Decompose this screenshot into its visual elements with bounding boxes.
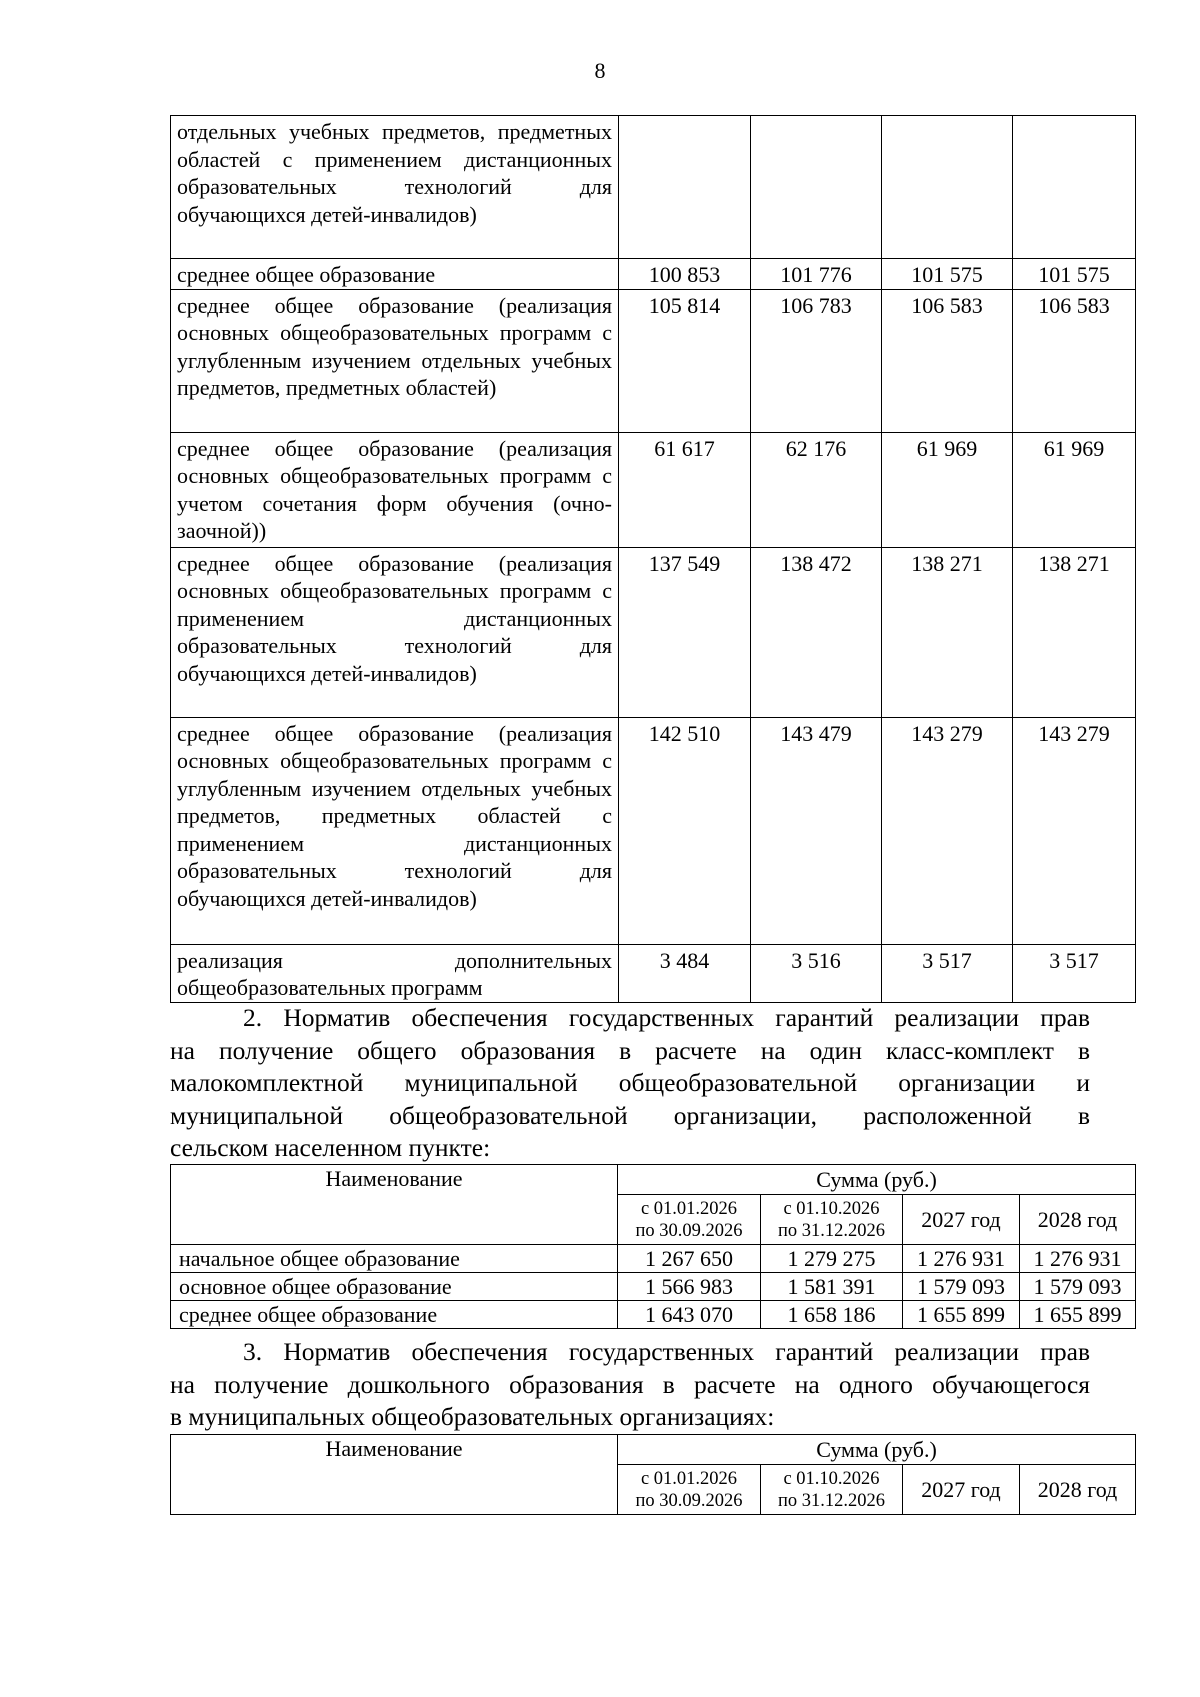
value-cell: 1 655 899: [1020, 1301, 1136, 1329]
table-row: [171, 717, 1136, 944]
period-header: [761, 1195, 903, 1245]
header-sum: Сумма (руб.): [618, 1435, 1136, 1465]
value-cell: 101 776: [751, 259, 882, 290]
value-cell: 137 549: [619, 547, 751, 717]
heading-line: в муниципальных общеобразовательных организациях:: [170, 1402, 775, 1431]
value-cell: 143 479: [751, 717, 882, 944]
value-cell: 61 969: [882, 432, 1013, 547]
period-from: с 01.10.2026: [783, 1198, 880, 1219]
value-cell: 138 271: [1013, 547, 1136, 717]
table-row: [171, 432, 1136, 547]
heading-line: на получение дошкольного образования в расчете на одного обучающегося: [170, 1369, 1090, 1399]
value-cell: 61 969: [1013, 432, 1136, 547]
row-name: среднее общее образование: [171, 259, 619, 290]
value-cell: 1 279 275: [761, 1245, 903, 1273]
table-row: [171, 289, 1136, 432]
table-row: [171, 116, 1136, 259]
table-row: [171, 944, 1136, 1002]
value-cell: 62 176: [751, 432, 882, 547]
year-header: 2028 год: [1020, 1465, 1136, 1515]
period-to: по 30.09.2026: [635, 1490, 743, 1511]
table-row: [171, 1245, 1136, 1273]
class-set-norms-table: [170, 1164, 1136, 1329]
period-from: с 01.01.2026: [640, 1468, 738, 1489]
value-cell: 106 783: [751, 289, 882, 432]
period-from: с 01.10.2026: [783, 1468, 880, 1489]
value-cell: 1 643 070: [618, 1301, 761, 1329]
heading-line: сельском населенном пункте:: [170, 1133, 491, 1162]
value-cell: 106 583: [1013, 289, 1136, 432]
year-header: 2027 год: [903, 1465, 1020, 1515]
preschool-norms-table: [170, 1434, 1136, 1515]
table-row: [171, 1301, 1136, 1329]
value-cell: 138 472: [751, 547, 882, 717]
heading-line: на получение общего образования в расчете на один класс-комплект в: [170, 1035, 1090, 1065]
value-cell: 101 575: [882, 259, 1013, 290]
header-row: [171, 1435, 1136, 1465]
value-cell: [751, 116, 882, 259]
row-name: среднее общее образование (реализация основных общеобразовательных программ с углубленным изучением отдельных учебных предметов, предметных областей): [171, 289, 619, 432]
year-header: 2028 год: [1020, 1195, 1136, 1245]
section-3-heading: [170, 1336, 1090, 1434]
table-row: [171, 259, 1136, 290]
value-cell: 3 517: [1013, 944, 1136, 1002]
row-name: основное общее образование: [171, 1273, 618, 1301]
row-name: среднее общее образование (реализация основных общеобразовательных программ с углубленным изучением отдельных учебных предметов, предметных областей с применением дистанционных образовательных технологий для обучающихся детей-инвалидов): [171, 717, 619, 944]
section-2-heading: [170, 1002, 1090, 1165]
row-name: среднее общее образование: [171, 1301, 618, 1329]
value-cell: 1 276 931: [903, 1245, 1020, 1273]
value-cell: 3 484: [619, 944, 751, 1002]
table-row: [171, 547, 1136, 717]
header-sum: Сумма (руб.): [618, 1165, 1136, 1195]
value-cell: 61 617: [619, 432, 751, 547]
period-to: по 30.09.2026: [635, 1220, 743, 1241]
page-number: 8: [594, 58, 606, 83]
value-cell: [882, 116, 1013, 259]
header-name: Наименование: [171, 1435, 618, 1515]
value-cell: 3 516: [751, 944, 882, 1002]
period-header: [761, 1465, 903, 1515]
value-cell: 138 271: [882, 547, 1013, 717]
heading-line: 2. Норматив обеспечения государственных гарантий реализации прав: [243, 1003, 1090, 1032]
period-to: по 31.12.2026: [777, 1220, 886, 1241]
value-cell: 106 583: [882, 289, 1013, 432]
value-cell: 143 279: [882, 717, 1013, 944]
row-name: среднее общее образование (реализация основных общеобразовательных программ с учетом сочетания форм обучения (очно-заочной)): [171, 432, 619, 547]
period-header: [618, 1465, 761, 1515]
heading-line: малокомплектной муниципальной общеобразовательной организации и: [170, 1068, 1090, 1097]
row-name: реализация дополнительных общеобразовательных программ: [171, 944, 619, 1002]
value-cell: 1 655 899: [903, 1301, 1020, 1329]
header-name: Наименование: [171, 1165, 618, 1245]
table-row: [171, 1273, 1136, 1301]
row-name: отдельных учебных предметов, предметных областей с применением дистанционных образовательных технологий для обучающихся детей-инвалидов): [171, 116, 619, 259]
value-cell: [619, 116, 751, 259]
norms-table-continued: [170, 115, 1136, 1003]
value-cell: 1 566 983: [618, 1273, 761, 1301]
value-cell: 100 853: [619, 259, 751, 290]
row-name: среднее общее образование (реализация основных общеобразовательных программ с применением дистанционных образовательных технологий для обучающихся детей-инвалидов): [171, 547, 619, 717]
heading-line: муниципальной общеобразовательной организации, расположенной в: [170, 1100, 1090, 1130]
value-cell: 1 579 093: [903, 1273, 1020, 1301]
period-to: по 31.12.2026: [777, 1490, 886, 1511]
year-header: 2027 год: [903, 1195, 1020, 1245]
value-cell: 3 517: [882, 944, 1013, 1002]
value-cell: 1 658 186: [761, 1301, 903, 1329]
value-cell: [1013, 116, 1136, 259]
value-cell: 1 579 093: [1020, 1273, 1136, 1301]
row-name: начальное общее образование: [171, 1245, 618, 1273]
value-cell: 1 581 391: [761, 1273, 903, 1301]
heading-line: 3. Норматив обеспечения государственных гарантий реализации прав: [243, 1337, 1090, 1366]
header-row: [171, 1165, 1136, 1195]
value-cell: 101 575: [1013, 259, 1136, 290]
value-cell: 105 814: [619, 289, 751, 432]
value-cell: 143 279: [1013, 717, 1136, 944]
value-cell: 1 276 931: [1020, 1245, 1136, 1273]
period-from: с 01.01.2026: [640, 1198, 738, 1219]
period-header: [618, 1195, 761, 1245]
value-cell: 142 510: [619, 717, 751, 944]
value-cell: 1 267 650: [618, 1245, 761, 1273]
